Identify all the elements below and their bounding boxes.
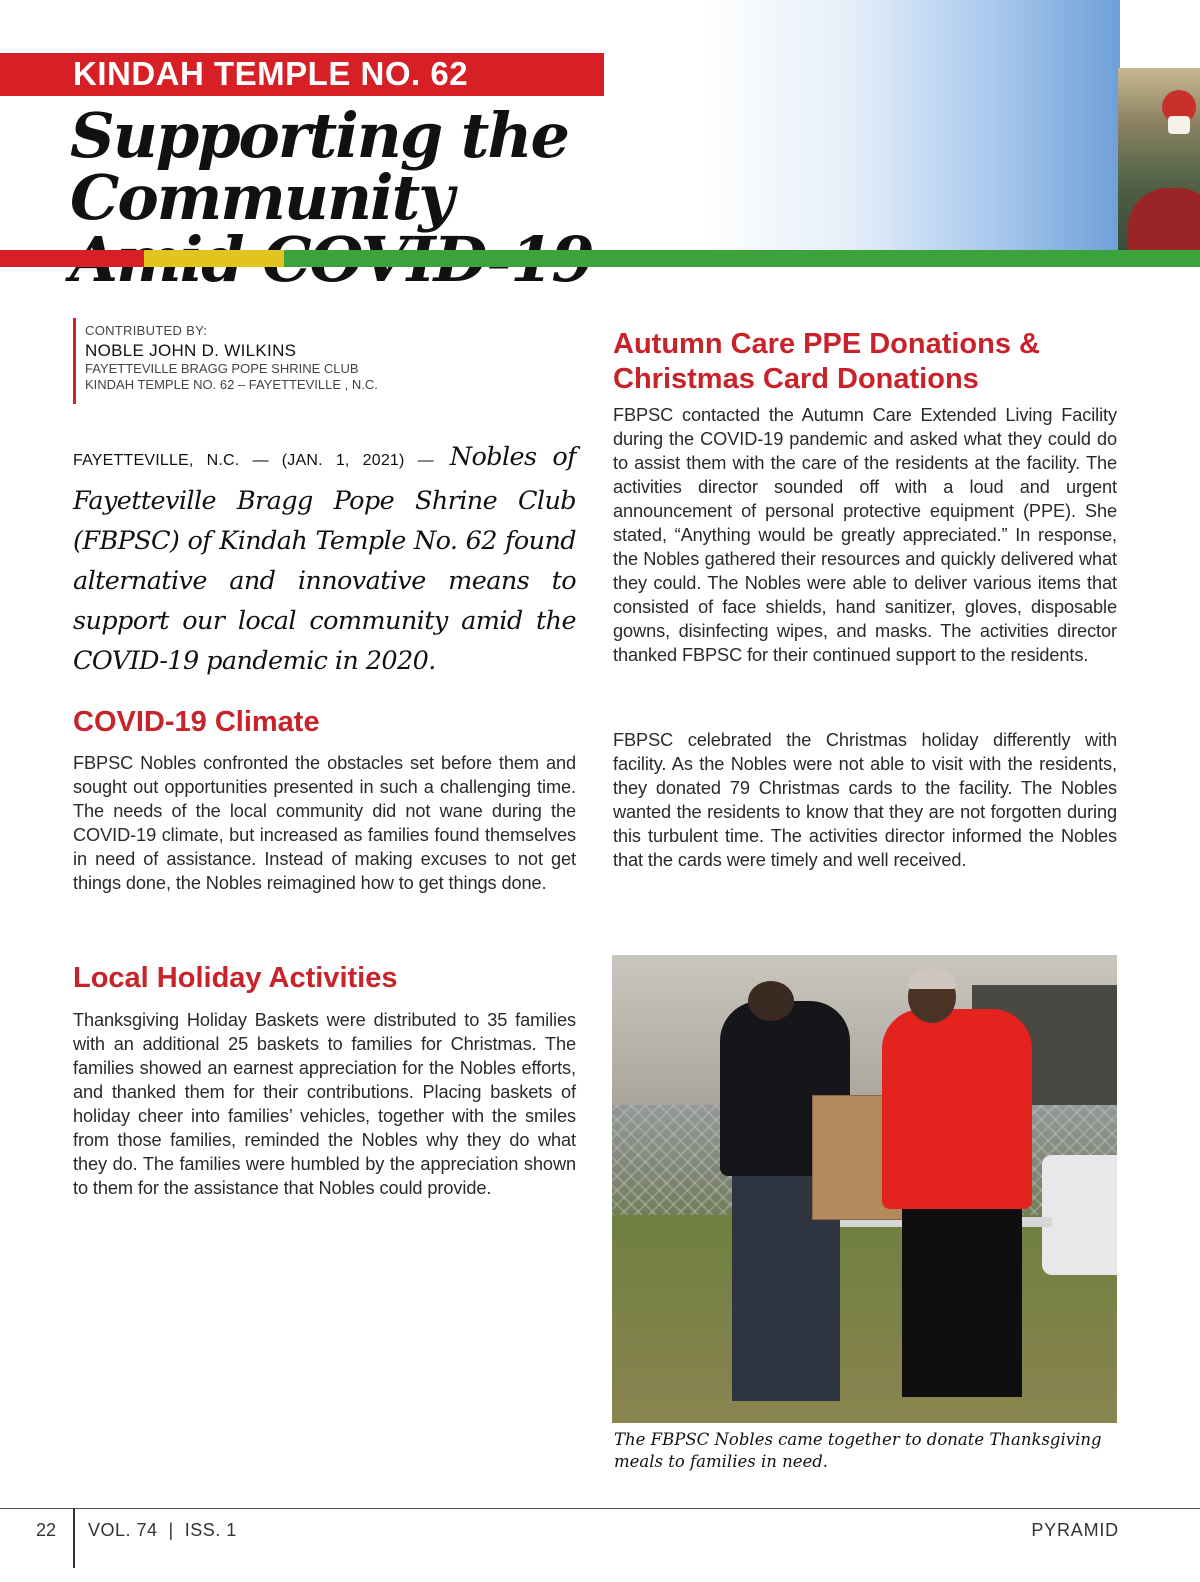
stripe-red xyxy=(0,250,144,267)
autumn-heading-line-1: Autumn Care PPE Donations & xyxy=(613,328,1040,360)
temple-banner xyxy=(0,53,604,96)
nobles-photo xyxy=(612,955,1117,1423)
stripe-green xyxy=(284,250,1200,267)
jacket xyxy=(1128,188,1200,252)
footer-rule xyxy=(0,1508,1200,1509)
dateline: FAYETTEVILLE, N.C. — (JAN. 1, 2021) — xyxy=(73,452,434,469)
autumn-heading-line-2: Christmas Card Donations xyxy=(613,363,979,395)
contributor-block xyxy=(73,318,378,404)
photo-noble-red-jacket xyxy=(852,971,1072,1401)
autumn-heading xyxy=(613,327,1040,397)
contributor-label: CONTRIBUTED BY: xyxy=(85,323,208,338)
temple-name: KINDAH TEMPLE NO. 62 xyxy=(73,55,469,92)
photo-caption: The FBPSC Nobles came together to donate Thanksgiving meals to families in need. xyxy=(614,1430,1102,1471)
hat-trim xyxy=(1168,116,1190,134)
autumn-paragraph-2: FBPSC celebrated the Christmas holiday differently with facility. As the Nobles were not able to visit with the residents, they donated 79 Christmas cards to the facility. The Nobles wanted the residents to know that they are not forgotten during this turbulent time. The activities director informed the Nobles that the cards were timely and well received. xyxy=(613,730,1117,870)
autumn-paragraph-1: FBPSC contacted the Autumn Care Extended Living Facility during the COVID-19 pandemic and asked what they could do to assist them with the care of the residents at the facility. The activities director sounded off with a loud and urgent announcement of personal protective equipment (PPE). She stated, “Anything would be greatly appreciated.” In response, the Nobles gathered their resources and quickly delivered what they could. The Nobles were able to deliver various items that consisted of face shields, hand sanitizer, gloves, disposable gowns, disinfecting wipes, and masks. The activities director thanked FBPSC for their continued support to the residents. xyxy=(613,405,1117,665)
holiday-heading: Local Holiday Activities xyxy=(73,962,398,994)
contributor-temple: KINDAH TEMPLE NO. 62 – FAYETTEVILLE , N.C. xyxy=(85,377,378,392)
lead-paragraph xyxy=(73,437,576,681)
climate-body: FBPSC Nobles confronted the obstacles set before them and sought out opportunities presented in such a challenging time. The needs of the local community did not wane during the COVID-19 climate, but increased as families found themselves in need of assistance. Instead of making excuses to not get things done, the Nobles reimagined how to get things done. xyxy=(73,753,576,893)
page-number: 22 xyxy=(36,1520,57,1540)
lead-text: Nobles of Fayetteville Bragg Pope Shrine Club (FBPSC) of Kindah Temple No. 62 found alternative and innovative means to support our local community amid the COVID-19 pandemic in 2020. xyxy=(73,442,577,676)
climate-heading: COVID-19 Climate xyxy=(73,706,320,738)
publication-name: PYRAMID xyxy=(1031,1520,1119,1540)
contributor-name: NOBLE JOHN D. WILKINS xyxy=(85,341,297,360)
stripe-yellow xyxy=(144,250,284,267)
holiday-body: Thanksgiving Holiday Baskets were distributed to 35 families with an additional 25 baskets to families for Christmas. The families showed an earnest appreciation for the Nobles efforts, and thanked them for their contributions. Placing baskets of holiday cheer into families’ vehicles, together with the smiles from those families, reminded the Nobles why they do what they do. The families were humbled by the appreciation shown to them for the assistance that Nobles could provide. xyxy=(73,1010,576,1198)
volume-issue: VOL. 74 | ISS. 1 xyxy=(88,1520,237,1540)
header-photo xyxy=(1118,68,1200,252)
contributor-club: FAYETTEVILLE BRAGG POPE SHRINE CLUB xyxy=(85,361,359,376)
title-line-1: Supporting the Community xyxy=(70,99,568,234)
footer-separator xyxy=(73,1508,75,1568)
